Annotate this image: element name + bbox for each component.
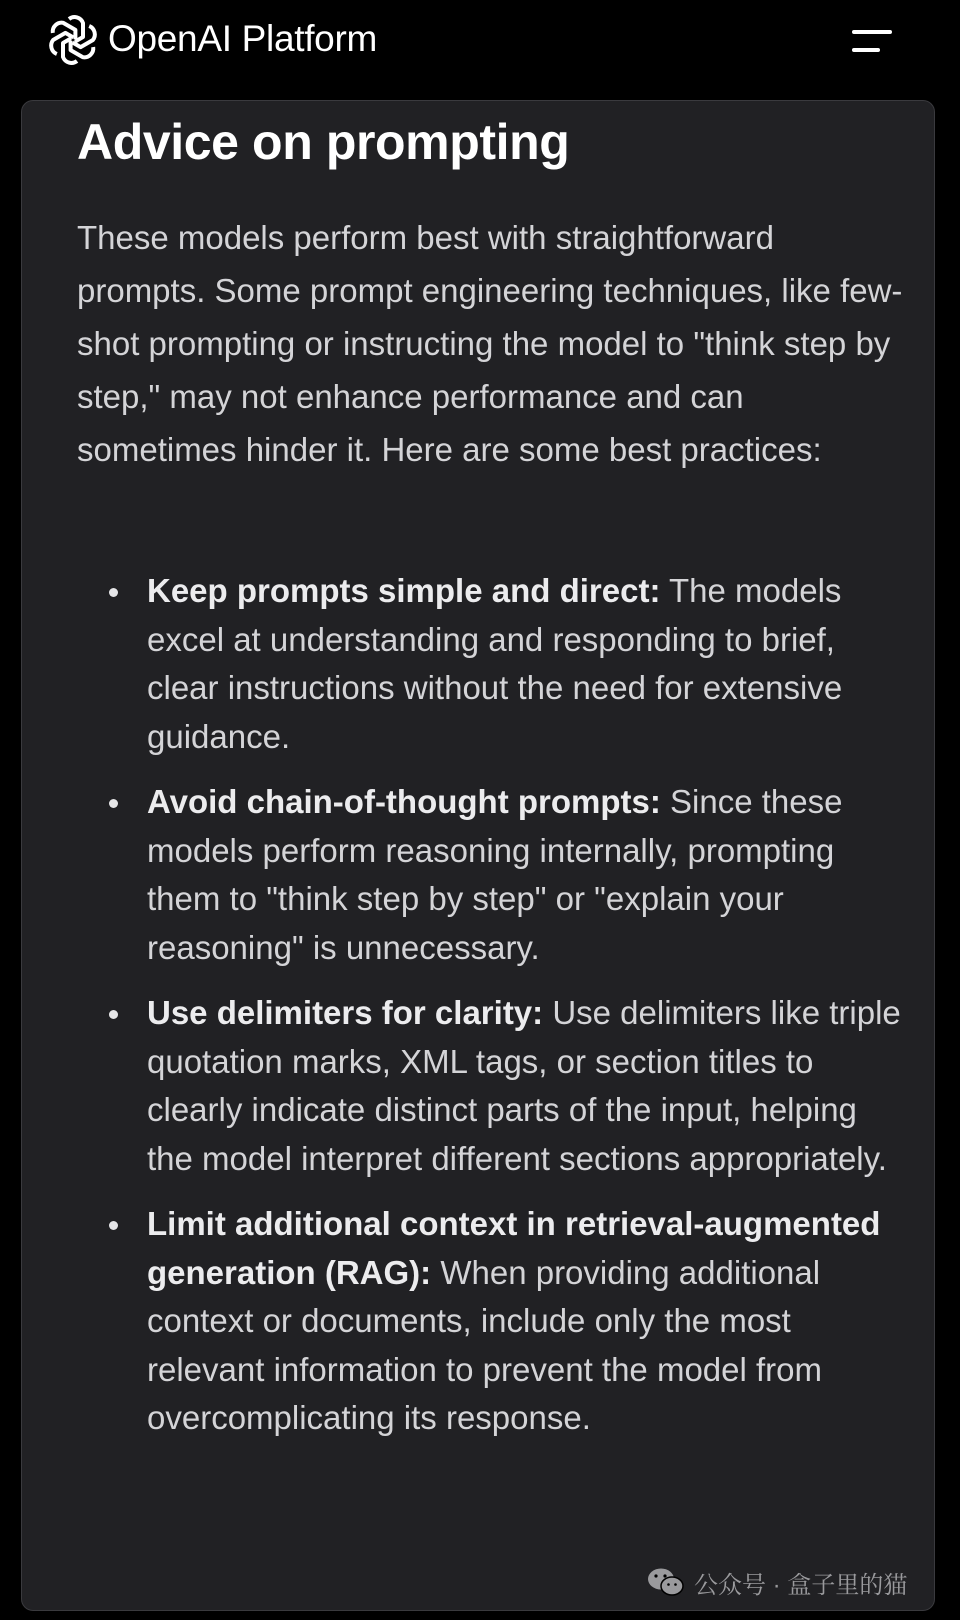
content-panel: [21, 100, 935, 1611]
bullet-text: Since these models perform reasoning internally, prompting them to "think step by step" or "explain your reasoning" is unnecessary.: [147, 783, 843, 966]
bullet-heading: Limit additional context in retrieval-augmented generation (RAG):: [147, 1205, 881, 1291]
top-bar: [0, 0, 960, 86]
bullet-heading: Use delimiters for clarity:: [147, 994, 544, 1031]
bullet-text: Use delimiters like triple quotation marks, XML tags, or section titles to clearly indicate distinct parts of the input, helping the model interpret different sections appropriately.: [147, 994, 901, 1177]
bullet-dot-icon: [109, 799, 118, 808]
wechat-icon: [646, 1566, 686, 1598]
watermark: [646, 1562, 907, 1602]
openai-logo-icon[interactable]: [46, 13, 100, 67]
bullet-dot-icon: [109, 588, 118, 597]
best-practices-list: [77, 567, 907, 1460]
intro-paragraph: These models perform best with straightforward prompts. Some prompt engineering techniques, like few-shot prompting or instructing the model to "think step by step," may not enhance performance and can sometimes hinder it. Here are some best practices:: [77, 219, 903, 468]
list-item: [77, 778, 907, 972]
bullet-dot-icon: [109, 1221, 118, 1230]
list-item: [77, 989, 907, 1183]
bullet-dot-icon: [109, 1010, 118, 1019]
bullet-text: The models excel at understanding and responding to brief, clear instructions without the need for extensive guidance.: [147, 572, 843, 755]
watermark-text: 公众号 · 盒子里的猫: [694, 1571, 908, 1599]
list-item: [77, 567, 907, 761]
brand-name[interactable]: OpenAI Platform: [108, 18, 378, 59]
bullet-heading: Keep prompts simple and direct:: [147, 572, 661, 609]
page-title: Advice on prompting: [77, 114, 570, 170]
menu-icon[interactable]: [848, 24, 896, 58]
bullet-text: When providing additional context or documents, include only the most relevant information to prevent the model from overcomplicating its response.: [147, 1253, 823, 1436]
bullet-heading: Avoid chain-of-thought prompts:: [147, 783, 661, 820]
list-item: [77, 1200, 907, 1443]
